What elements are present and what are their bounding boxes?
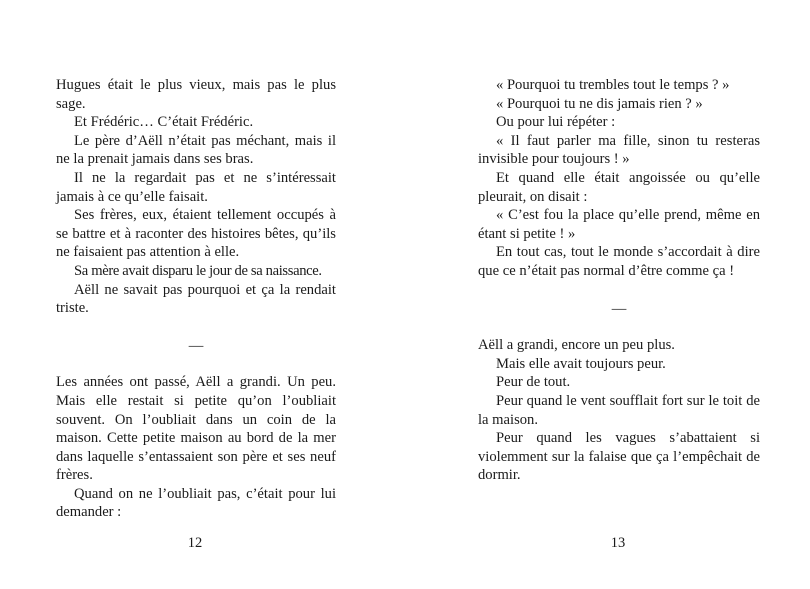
paragraph: Mais elle avait toujours peur.	[496, 355, 666, 372]
paragraph: « C’est fou la place qu’elle prend, même en étant si petite ! »	[478, 207, 760, 242]
paragraph: Peur quand les vagues s’abattaient si violemment sur la falaise que ça l’empêchait de dormir.	[478, 430, 760, 484]
paragraph: « Pourquoi tu trembles tout le temps ? »	[496, 77, 730, 93]
page-number: 12	[187, 535, 203, 551]
right-page	[405, 0, 810, 589]
paragraph: Les années ont passé, Aëll a grandi. Un peu. Mais elle restait si petite qu’on l’oubliait souvent. On l’oubliait dans un coin de la maison. Cette petite maison au bord de la mer dans laquelle s’entassaient son père et ses neuf frères.	[56, 374, 336, 484]
paragraph: Peur quand le vent soufflait fort sur le toit de la maison.	[478, 392, 760, 428]
section-separator: —	[611, 300, 627, 317]
paragraph: Sa mère avait disparu le jour de sa naissance.	[74, 262, 322, 279]
paragraph: En tout cas, tout le monde s’accordait à dire que ce n’était pas normal d’être comme ça !	[478, 244, 760, 279]
paragraph: Ses frères, eux, étaient tellement occupés à se battre et à raconter des histoires bêtes, qu’ils ne faisaient pas attention à elle.	[56, 207, 336, 261]
paragraph: Peur de tout.	[496, 374, 571, 391]
paragraph: Le père d’Aëll n’était pas méchant, mais il ne la prenait jamais dans ses bras.	[56, 132, 336, 168]
right-text-column	[478, 76, 760, 485]
paragraph: « Il faut parler ma fille, sinon tu resteras invisible pour toujours ! »	[478, 132, 760, 168]
paragraph: Aëll ne savait pas pourquoi et ça la rendait triste.	[56, 281, 336, 317]
paragraph: « Pourquoi tu ne dis jamais rien ? »	[496, 95, 703, 112]
section-separator: —	[188, 337, 204, 354]
left-text-column	[56, 76, 336, 522]
paragraph: Aëll a grandi, encore un peu plus.	[478, 337, 675, 354]
page-number: 13	[610, 535, 626, 551]
paragraph: Et Frédéric… C’était Frédéric.	[74, 114, 254, 131]
paragraph: Hugues était le plus vieux, mais pas le plus sage.	[56, 77, 336, 112]
paragraph: Il ne la regardait pas et ne s’intéressait jamais à ce qu’elle faisait.	[56, 169, 336, 205]
paragraph: Quand on ne l’oubliait pas, c’était pour lui demander :	[56, 485, 336, 521]
paragraph: Et quand elle était angoissée ou qu’elle pleurait, on disait :	[478, 169, 760, 205]
paragraph: Ou pour lui répéter :	[496, 114, 616, 131]
